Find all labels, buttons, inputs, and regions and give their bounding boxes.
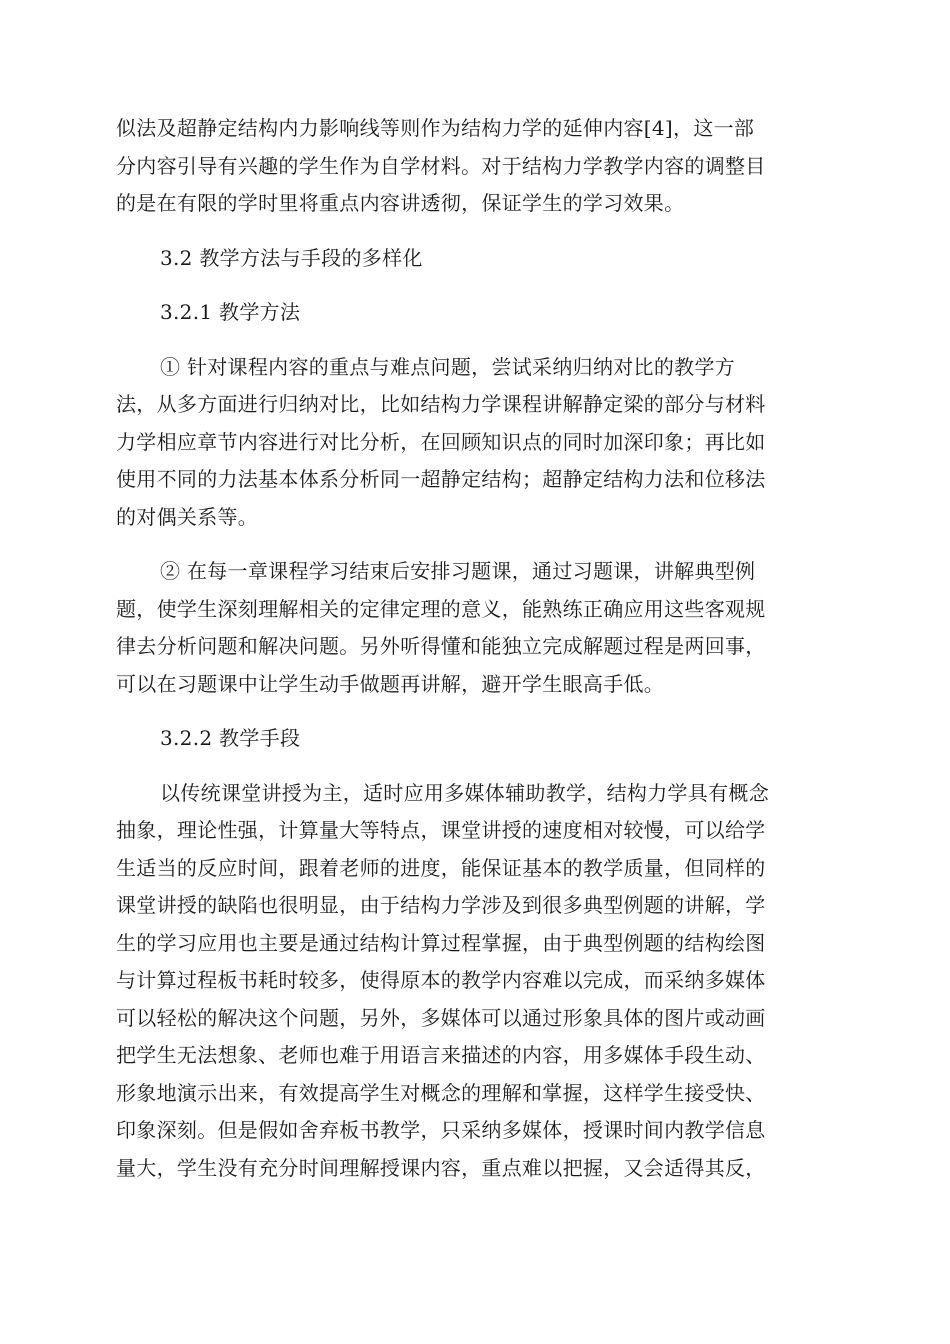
subsection-heading: 3.2.1 教学方法: [160, 300, 301, 324]
text-line: 形象地演示出来，有效提高学生对概念的理解和掌握，这样学生接受快、: [116, 1080, 766, 1105]
text-line: 力学相应章节内容进行对比分析，在回顾知识点的同时加深印象；再比如: [116, 429, 766, 454]
text-line: 分内容引导有兴趣的学生作为自学材料。对于结构力学教学内容的调整目: [116, 153, 766, 178]
text-line: 量大，学生没有充分时间理解授课内容，重点难以把握，又会适得其反，: [116, 1155, 766, 1180]
text-line: 的对偶关系等。: [116, 504, 259, 529]
text-line: 把学生无法想象、老师也难于用语言来描述的内容，用多媒体手段生动、: [116, 1043, 766, 1067]
text-line: 生的学习应用也主要是通过结构计算过程掌握，由于典型例题的结构绘图: [116, 930, 766, 955]
paragraph-item-1: [116, 349, 836, 537]
text-line: 课堂讲授的缺陷也很明显，由于结构力学涉及到很多典型例题的讲解，学: [116, 893, 766, 917]
text-line: 题，使学生深刻理解相关的定律定理的意义，能熟练正确应用这些客观规: [116, 596, 766, 621]
text-line: 的是在有限的学时里将重点内容讲透彻，保证学生的学习效果。: [116, 191, 685, 215]
text-line: 法，从多方面进行归纳对比，比如结构力学课程讲解静定梁的部分与材料: [116, 392, 766, 416]
text-line: 以传统课堂讲授为主，适时应用多媒体辅助教学，结构力学具有概念: [160, 780, 769, 805]
text-line: 律去分析问题和解决问题。另外听得懂和能独立完成解题过程是两回事，: [116, 634, 766, 658]
section-heading: 3.2 教学方法与手段的多样化: [160, 245, 423, 270]
text-line: 使用不同的力法基本体系分析同一超静定结构；超静定结构力法和位移法: [116, 467, 766, 491]
paragraph-teaching-means: [116, 775, 836, 1188]
paragraph-item-2: [116, 553, 836, 703]
text-line: 可以轻松的解决这个问题，另外，多媒体可以通过形象具体的图片或动画: [116, 1005, 766, 1030]
document-body: [116, 110, 836, 1204]
text-line: ② 在每一章课程学习结束后安排习题课，通过习题课，讲解典型例: [160, 559, 756, 583]
text-line: ① 针对课程内容的重点与难点问题，尝试采纳归纳对比的教学方: [160, 354, 736, 379]
text-line: 生适当的反应时间，跟着老师的进度，能保证基本的教学质量，但同样的: [116, 855, 766, 880]
text-line: 抽象，理论性强，计算量大等特点，课堂讲授的速度相对较慢，可以给学: [116, 818, 766, 842]
subsection-heading: 3.2.2 教学手段: [160, 726, 301, 750]
text-line: 可以在习题课中让学生动手做题再讲解，避开学生眼高手低。: [116, 671, 665, 696]
text-line: 似法及超静定结构内力影响线等则作为结构力学的延伸内容[4]，这一部: [116, 116, 755, 140]
paragraph-continuation: [116, 110, 836, 223]
text-line: 印象深刻。但是假如舍弃板书教学，只采纳多媒体，授课时间内教学信息: [116, 1118, 766, 1142]
text-line: 与计算过程板书耗时较多，使得原本的教学内容难以完成，而采纳多媒体: [116, 968, 766, 992]
